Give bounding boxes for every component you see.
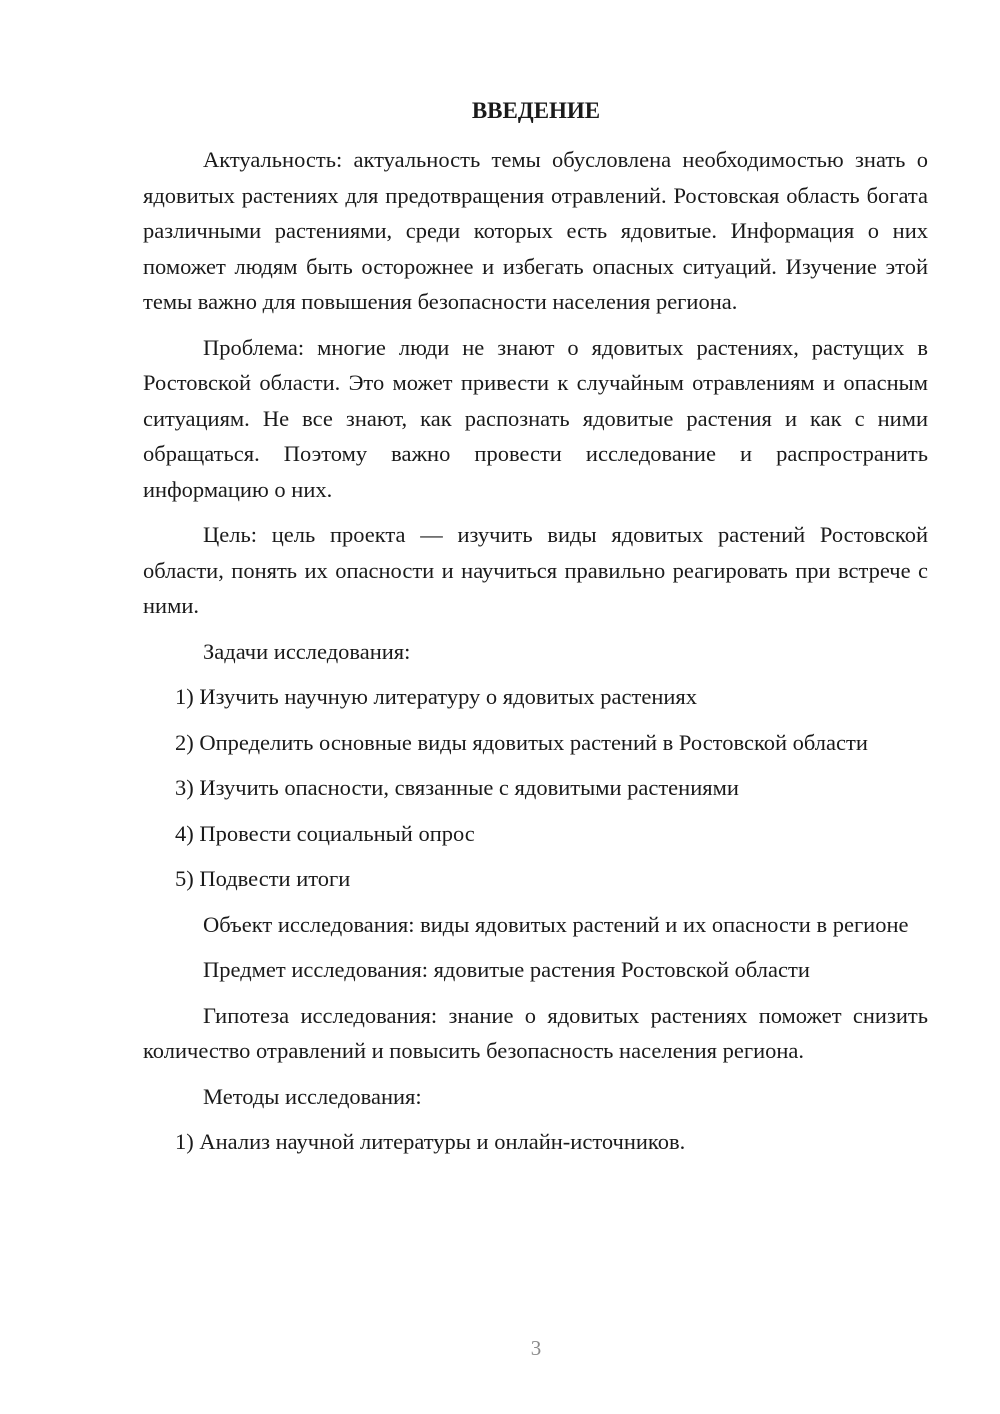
task-item-1: 1) Изучить научную литературу о ядовитых растениях — [175, 684, 698, 709]
task-item-3: 3) Изучить опасности, связанные с ядовитыми растениями — [175, 775, 739, 800]
method-item-1: 1) Анализ научной литературы и онлайн-источников. — [175, 1129, 686, 1154]
paragraph-relevance: Актуальность: актуальность темы обусловлена необходимостью знать о ядовитых растениях для предотвращения отравлений. Ростовская область богата различными растениями, среди которых есть ядовитые. Информация о них поможет людям быть осторожнее и избегать опасных ситуаций. Изучение этой темы важно для повышения безопасности населения региона. — [143, 147, 928, 314]
paragraph-tasks-heading: Задачи исследования: — [203, 638, 411, 664]
paragraph-goal: Цель: цель проекта — изучить виды ядовитых растений Ростовской области, понять их опасности и научиться правильно реагировать при встрече с ними. — [143, 522, 928, 618]
paragraph-subject: Предмет исследования: ядовитые растения Ростовской области — [203, 957, 810, 982]
paragraph-problem: Проблема: многие люди не знают о ядовитых растениях, растущих в Ростовской области. Это может привести к случайным отравлениям и опасным ситуациям. Не все знают, как распознать ядовитые растения и как с ними обращаться. Поэтому важно провести исследование и распространить информацию о них. — [143, 334, 928, 502]
section-title: ВВЕДЕНИЕ — [471, 98, 601, 123]
task-item-2: 2) Определить основные виды ядовитых растений в Ростовской области — [175, 729, 868, 755]
document-body — [143, 142, 928, 1170]
page-number: 3 — [530, 1336, 542, 1360]
task-item-4: 4) Провести социальный опрос — [175, 820, 475, 846]
paragraph-hypothesis: Гипотеза исследования: знание о ядовитых растениях поможет снизить количество отравлений и повысить безопасность населения региона. — [143, 1002, 928, 1063]
paragraph-methods-heading: Методы исследования: — [203, 1083, 422, 1109]
paragraph-object: Объект исследования: виды ядовитых растений и их опасности в регионе — [203, 911, 909, 937]
task-item-5: 5) Подвести итоги — [175, 866, 351, 891]
